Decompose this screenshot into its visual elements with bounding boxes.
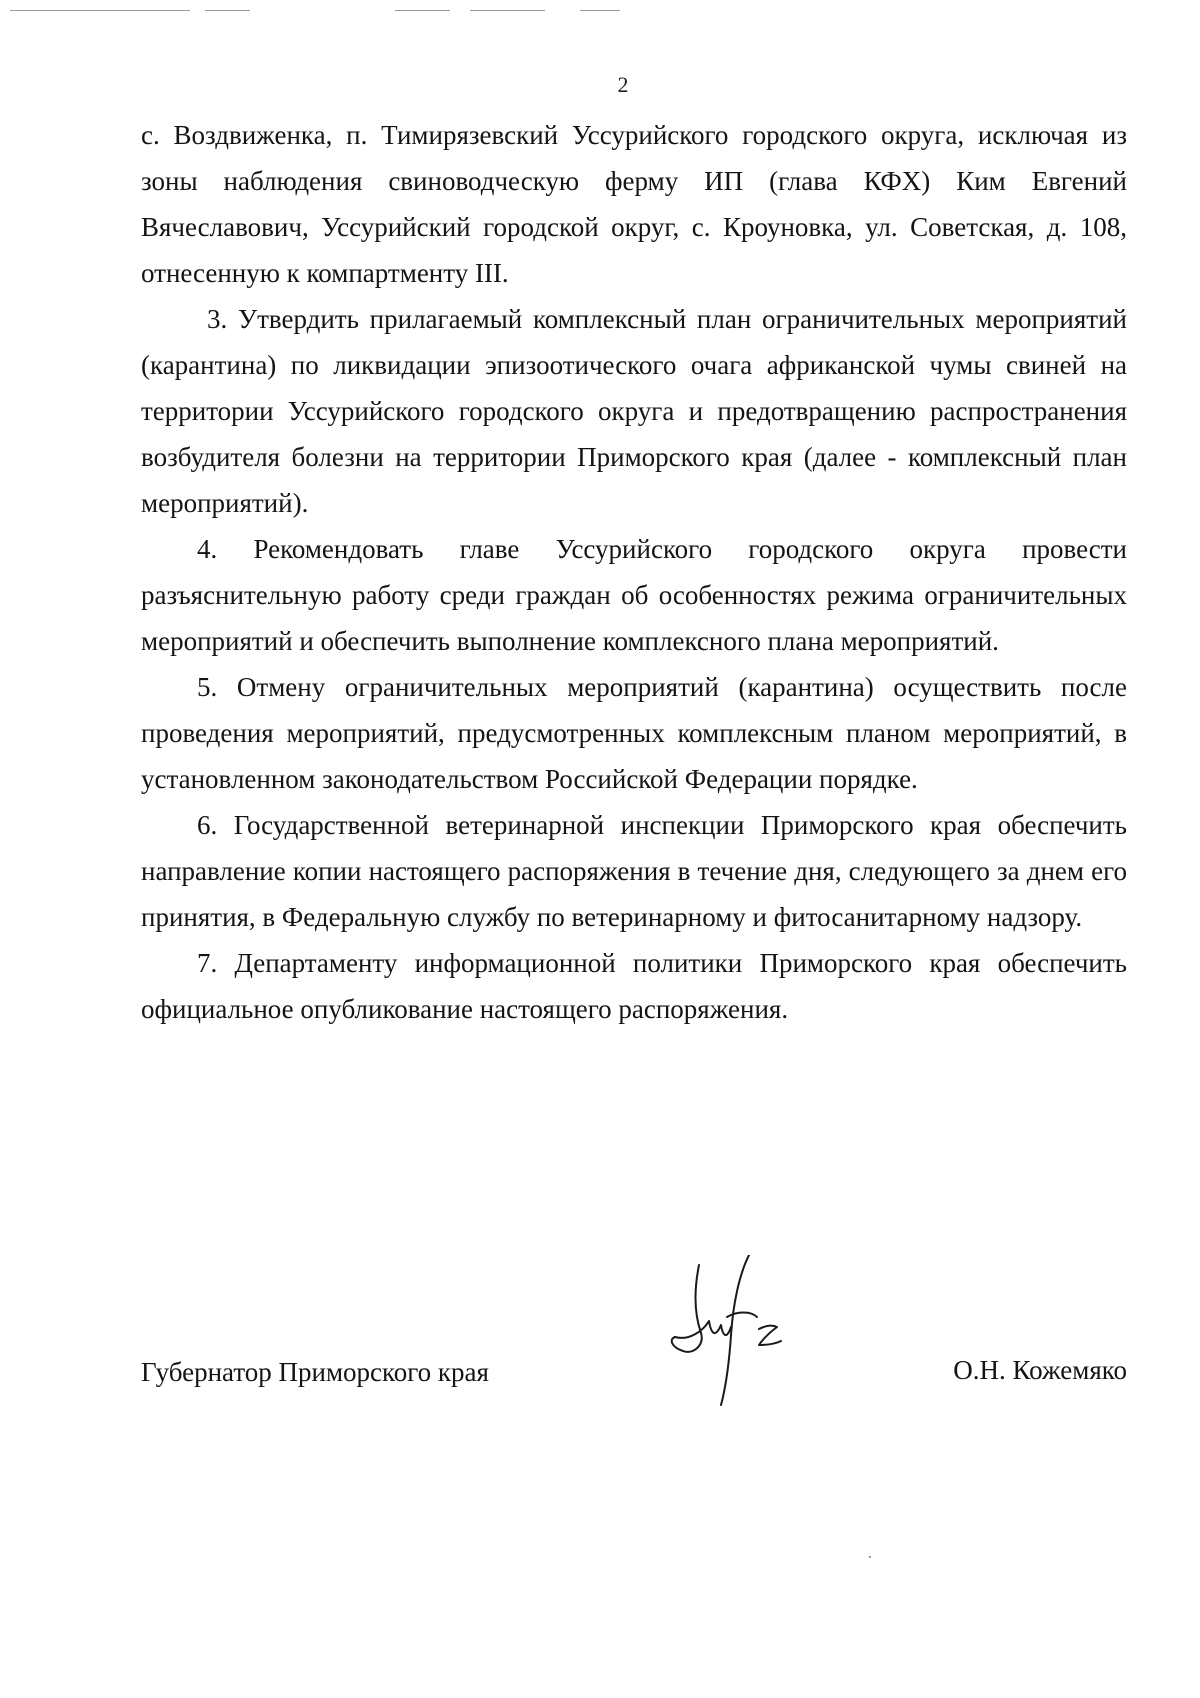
paragraph-continuation: с. Воздвиженка, п. Тимирязевский Уссурийского городского округа, исключая из зоны наблюдения свиноводческую ферму ИП (глава КФХ) Ким Евгений Вячеславович, Уссурийский городской округ, с. Кроуновка, ул. Советская, д. 108, отнесенную к компартменту III. [141, 120, 1127, 288]
scan-artifact-line [10, 10, 190, 11]
scan-artifact-line [470, 10, 545, 11]
paragraph-item-3: 3. Утвердить прилагаемый комплексный план ограничительных мероприятий (карантина) по ликвидации эпизоотического очага африканской чумы свиней на территории Уссурийского городского округа и предотвращению распространения возбудителя болезни на территории Приморского края (далее - комплексный план мероприятий). [141, 304, 1127, 518]
scan-artifact-line [580, 10, 620, 11]
paragraph-item-4: 4. Рекомендовать главе Уссурийского городского округа провести разъяснительную работу среди граждан об особенностях режима ограничительных мероприятий и обеспечить выполнение комплексного плана мероприятий. [141, 534, 1127, 656]
paragraph-item-7: 7. Департаменту информационной политики Приморского края обеспечить официальное опубликование настоящего распоряжения. [141, 948, 1127, 1024]
scan-speck [869, 1556, 871, 1558]
document-body [141, 112, 1127, 1032]
signature-block [141, 1255, 1127, 1385]
scan-artifact-line [395, 10, 450, 11]
signatory-name: О.Н. Кожемяко [953, 1355, 1127, 1385]
page-number: 2 [617, 72, 629, 97]
paragraph-item-6: 6. Государственной ветеринарной инспекции Приморского края обеспечить направление копии настоящего распоряжения в течение дня, следующего за днем его принятия, в Федеральную службу по ветеринарному и фитосанитарному надзору. [141, 810, 1127, 932]
scan-artifact-line [205, 10, 250, 11]
handwritten-signature [641, 1255, 791, 1415]
signatory-title: Губернатор Приморского края [141, 1357, 489, 1387]
paragraph-item-5: 5. Отмену ограничительных мероприятий (карантина) осуществить после проведения мероприятий, предусмотренных комплексным планом мероприятий, в установленном законодательством Российской Федерации порядке. [141, 672, 1127, 794]
